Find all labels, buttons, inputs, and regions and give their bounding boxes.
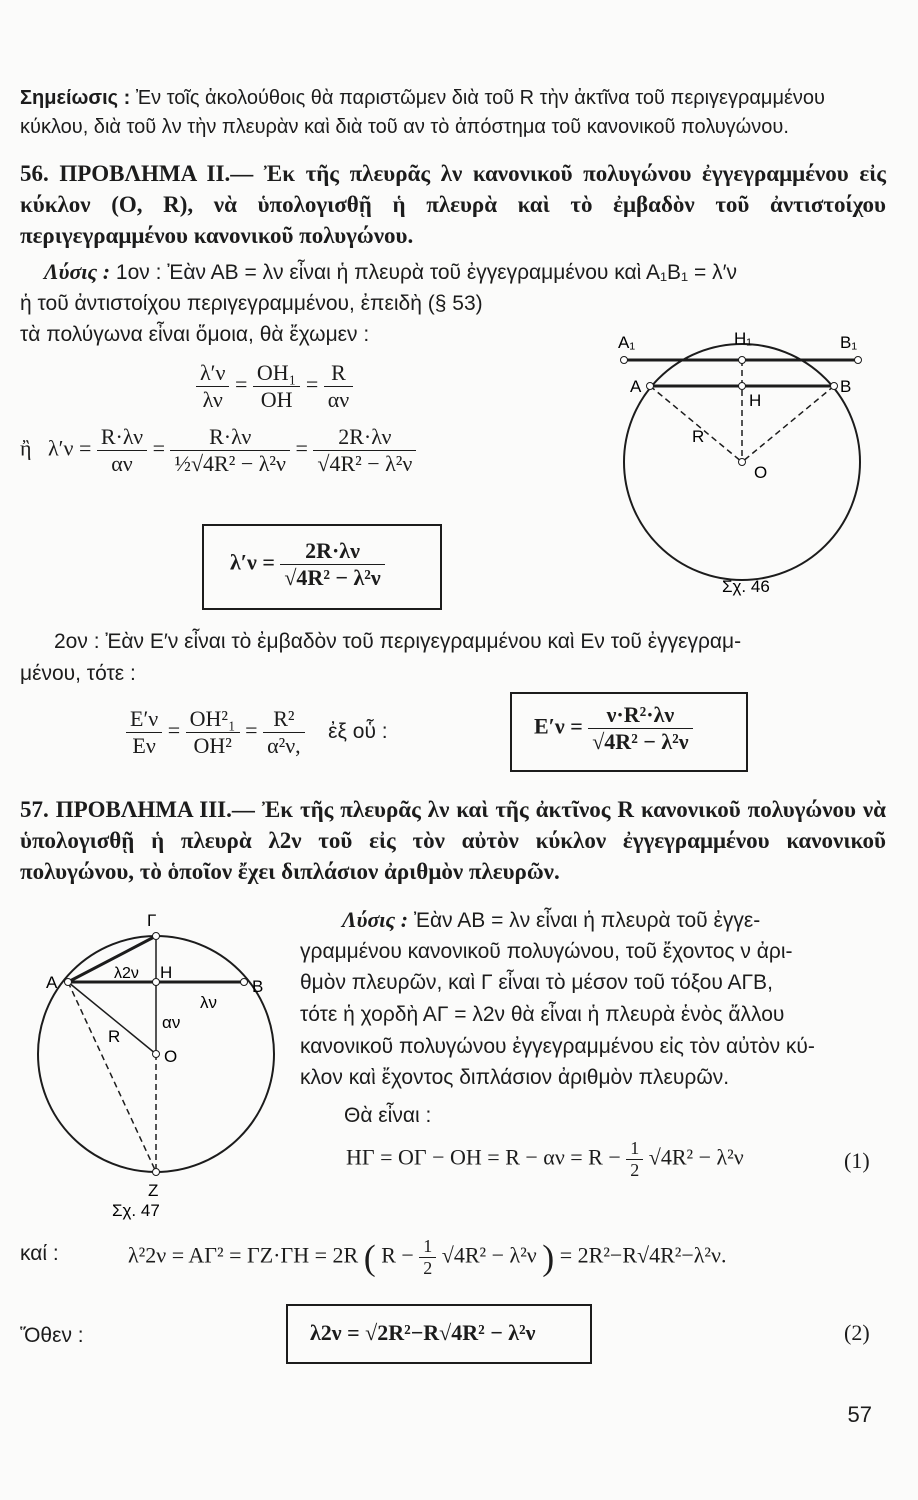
fig47-point-o: [153, 1051, 160, 1058]
fig47-label-z: Ζ: [148, 1181, 159, 1200]
fig47-point-z: [153, 1169, 160, 1176]
fig46-point-a1: [621, 357, 628, 364]
fig47-label-b: Β: [252, 977, 264, 996]
fig47-point-b: [241, 979, 248, 986]
boxed3-text: λ2ν = √2R²−R√4R² − λ²ν: [310, 1320, 536, 1345]
fig46-point-h: [739, 383, 746, 390]
p57-eq1-two: 2: [630, 1160, 640, 1180]
p57-eq1-root: √4R² − λ²ν: [648, 1144, 744, 1170]
figure-47: [20, 906, 296, 1222]
note-paragraph: [20, 84, 880, 142]
p57-eq2-inner-root: √4R² − λ²ν: [441, 1242, 537, 1268]
eq1-m-den: ΟΗ: [260, 387, 293, 412]
problem-56-heading: 56. ΠΡΟΒΛΗΜΑ ΙΙ.— Ἐκ τῆς πλευρᾶς λν κανονικοῦ πολυγώνου ἐγγεγραμμένου εἰς κύκλον (Ο, R), νὰ ὑπολογισθῇ ἡ πλευρὰ καὶ τὸ ἐμβαδὸν τοῦ ἀντιστοίχου περιγεγραμμένου κανονικοῦ πολυγώνου.: [20, 161, 886, 248]
p57-eq2-rhs: = 2R²−R√4R²−λ²ν.: [559, 1242, 727, 1268]
fig46-label-r: R: [692, 427, 705, 446]
eq2-f2-den: ½√4R² − λ²ν: [174, 451, 286, 476]
fig47-point-h: [153, 979, 160, 986]
fig47-label-a: Α: [46, 973, 58, 992]
fig46-label-b: Β: [840, 377, 852, 396]
p57-eq2-half-num: 1: [419, 1236, 436, 1258]
eq3-r-num: R²: [263, 706, 305, 733]
boxed2-lhs: Ε′ν =: [534, 713, 583, 739]
fig47-point-a: [65, 979, 72, 986]
boxed-result-area: [510, 692, 748, 772]
p57-text-0: Ἐὰν ΑΒ = λν εἶναι ἡ πλευρὰ τοῦ ἐγγε-: [413, 909, 761, 932]
sol2-line1: 2ον : Ἐὰν Ε′ν εἶναι τὸ ἐμβαδὸν τοῦ περιγεγραμμένου καὶ Εν τοῦ ἐγγεγραμ-: [54, 630, 742, 653]
eq3-m-num: ΟΗ²₁: [186, 706, 240, 733]
eq2-f1-num: R·λν: [97, 424, 147, 451]
eq1-m-num: ΟΗ₁: [253, 360, 300, 387]
fig47-chord-ag: [68, 936, 156, 982]
eq1-r-den: αν: [327, 387, 350, 412]
p57-line-5: κλον καὶ ἔχοντος διπλάσιον ἀριθμὸν πλευρῶν.: [300, 1066, 730, 1089]
eq2-lead: ἢ: [20, 435, 32, 461]
fig47-chord-az: [68, 982, 156, 1172]
fig46-point-o: [739, 459, 746, 466]
boxed1-num: 2R·λν: [280, 538, 384, 565]
eq3-l-den: Εν: [132, 733, 156, 758]
sol1-text-1: 1ον : Ἐὰν ΑΒ = λν εἶναι ἡ πλευρὰ τοῦ ἐγγεγραμμένου καὶ Α₁Β₁ = λ′ν: [115, 261, 738, 284]
p57-tha-einai: Θὰ εἶναι :: [344, 1104, 432, 1127]
problem-57-heading: 57. ΠΡΟΒΛΗΜΑ ΙΙΙ.— Ἐκ τῆς πλευρᾶς λν καὶ τῆς ἀκτῖνος R κανονικοῦ πολυγώνου νὰ ὑπολογισθῇ ἡ πλευρὰ λ2ν τοῦ εἰς τὸν αὐτὸν κύκλον ἐγγεγραμμένου κανονικοῦ πολυγώνου, τὸ ὁποῖον ἔχει διπλάσιον ἀριθμὸν πλευρῶν.: [20, 797, 886, 884]
fig47-label-o: Ο: [164, 1047, 178, 1066]
p57-line-1: γραμμένου κανονικοῦ πολυγώνου, τοῦ ἔχοντος ν ἀρι-: [300, 940, 793, 963]
eq1-l-den: λν: [202, 387, 223, 412]
boxed1-lhs: λ′ν =: [230, 549, 275, 575]
eq1-l-num: λ′ν: [196, 360, 229, 387]
p57-eq1-half: 1: [626, 1138, 643, 1160]
fig46-radius-left: [650, 386, 742, 462]
fig46-caption: Σχ. 46: [722, 577, 770, 596]
boxed1-den: √4R² − λ²ν: [284, 565, 381, 590]
fig47-label-r: R: [108, 1027, 121, 1046]
boxed2-num: ν·R²·λν: [588, 702, 692, 729]
equation-side: ἢ λ′ν = $\frac{R\cdot\lambda\nu}{\alpha\nu}$ = $\frac{R\cdot\lambda\nu}{\text{½√4R² − λ²ν}}$ = $\frac{2R\cdot\lambda\nu}{\text{√4R² − λ²ν}}$: [20, 424, 416, 477]
fig47-label-g: Γ: [147, 911, 157, 930]
p57-line-2: θμὸν πλευρῶν, καὶ Γ εἶναι τὸ μέσον τοῦ τόξου ΑΓΒ,: [300, 971, 773, 994]
sol-label: Λύσις :: [44, 259, 111, 284]
fig47-label-l2n: λ2ν: [114, 965, 139, 982]
othen-label: Ὅθεν :: [20, 1324, 84, 1347]
eq3-m-den: ΟΗ²: [193, 733, 232, 758]
fig46-label-a: Α: [630, 377, 642, 396]
eq2-lhs: λ′ν =: [48, 435, 92, 461]
boxed-result-side: [202, 524, 442, 610]
eq2-f3-den: √4R² − λ²ν: [317, 451, 413, 476]
sol1-line2: ἡ τοῦ ἀντιστοίχου περιγεγραμμένου, ἐπειδὴ (§ 53): [20, 292, 483, 315]
p57-eq2-half-den: 2: [423, 1258, 433, 1278]
eq2-f2-num: R·λν: [170, 424, 289, 451]
fig46-point-b1: [855, 357, 862, 364]
fig46-point-a: [647, 383, 654, 390]
p57-sol-label: Λύσις :: [342, 907, 409, 932]
eq3-tail: ἐξ οὗ :: [328, 719, 388, 743]
eq2-f3-num: 2R·λν: [313, 424, 416, 451]
sol1-line1: [44, 256, 737, 288]
p57-eq2-inner-a: R −: [381, 1242, 414, 1268]
figure-46: [578, 320, 898, 600]
page-number: 57: [847, 1402, 872, 1427]
fig46-label-b1: Β₁: [840, 333, 858, 352]
p57-equation-2: λ²2ν = ΑΓ² = ΓΖ·ΓΗ = 2R ( R − $\frac{1}{2}$ √4R² − λ²ν ) = 2R²−R√4R²−λ²ν.: [128, 1236, 727, 1278]
fig46-label-h: Η: [749, 391, 762, 410]
fig46-point-h1: [739, 357, 746, 364]
equation-ratio: $\frac{\lambda'\nu}{\lambda\nu}$ = $\frac{\text{ΟΗ₁}}{OH}$ = $\frac{R}{\alpha\nu}$: [196, 360, 353, 413]
sol2-line2: μένου, τότε :: [20, 662, 136, 685]
boxed2-den: √4R² − λ²ν: [592, 729, 689, 754]
p57-eq2-lhs: λ²2ν = ΑΓ² = ΓΖ·ΓΗ = 2R: [128, 1242, 359, 1268]
fig46-point-b: [831, 383, 838, 390]
p57-eq1-lhs: ΗΓ = ΟΓ − ΟΗ = R − αν = R −: [346, 1144, 621, 1170]
eq1-r-num: R: [324, 360, 353, 387]
note-label: Σημείωσις :: [20, 87, 131, 109]
fig47-caption: Σχ. 47: [112, 1201, 160, 1220]
equation-area-ratio: $\frac{E'\nu}{E\nu}$ = $\frac{\text{ΟΗ²₁}}{\text{ΟΗ²}}$ = $\frac{\text{R²}}{\text{α²ν,}}$ ἐξ οὗ :: [126, 706, 388, 759]
p57-line-4: κανονικοῦ πολυγώνου ἐγγεγραμμένου εἰς τὸν αὐτὸν κύ-: [300, 1035, 815, 1058]
note-text: Ἐν τοῖς ἀκολούθοις θὰ παριστῶμεν διὰ τοῦ R τὴν ἀκτῖνα τοῦ περιγεγραμμένου κύκλου, διὰ τοῦ λν τὴν πλευρὰν καὶ διὰ τοῦ αν τὸ ἀπόστημα τοῦ κανονικοῦ πολυγώνου.: [20, 87, 825, 138]
sol1-line3: τὰ πολύγωνα εἶναι ὅμοια, θὰ ἔχωμεν :: [20, 323, 370, 346]
fig47-label-h: Η: [160, 963, 173, 982]
eq3-l-num: Ε′ν: [126, 706, 162, 733]
p57-line-0: [342, 904, 760, 936]
fig46-label-h1: Η₁: [734, 329, 753, 348]
boxed-result-l2n: [286, 1304, 592, 1364]
fig47-label-ln: λν: [200, 993, 217, 1012]
p57-equation-1: [346, 1138, 744, 1181]
fig47-point-g: [153, 933, 160, 940]
eq3-r-den: α²ν,: [267, 733, 301, 758]
p57-line-3: τότε ἡ χορδὴ ΑΓ = λ2ν θὰ εἶναι ἡ πλευρὰ ἑνὸς ἄλλου: [300, 1003, 785, 1026]
fig46-label-a1: Α₁: [618, 333, 636, 352]
eq2-f1-den: αν: [111, 451, 133, 476]
fig46-label-o: Ο: [754, 463, 768, 482]
fig47-label-an: αν: [162, 1013, 181, 1032]
p57-eq3-tag: (2): [844, 1320, 870, 1345]
p57-eq1-tag: (1): [844, 1148, 870, 1173]
kai-label: καί :: [20, 1242, 59, 1265]
